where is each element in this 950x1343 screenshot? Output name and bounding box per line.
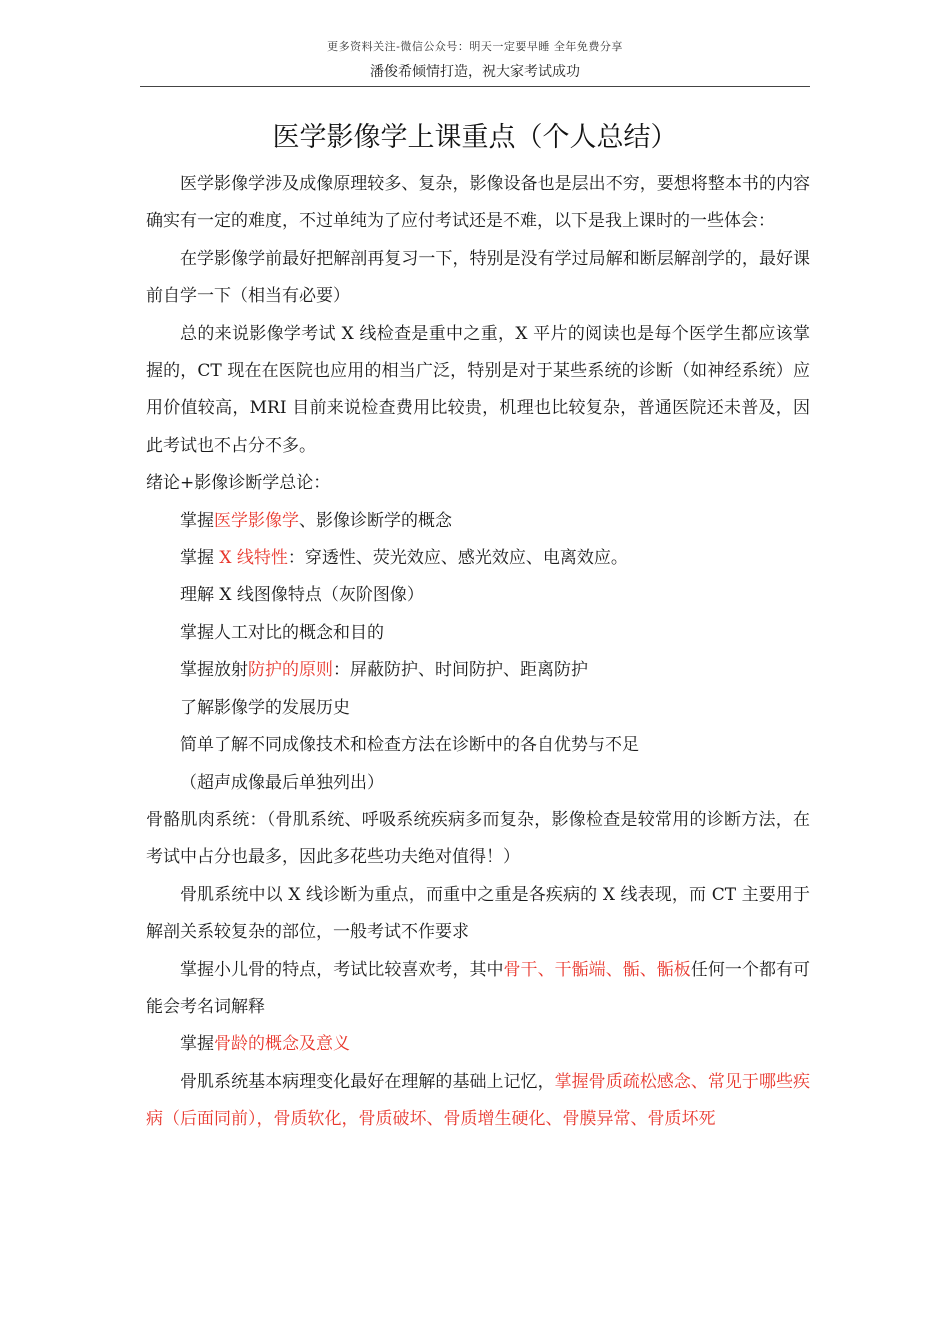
highlight-text: 防护的原则 [248,660,333,681]
highlight-text: 骨龄的概念及意义 [214,1034,350,1055]
paragraph-pathology: 骨肌系统基本病理变化最好在理解的基础上记忆，掌握骨质疏松感念、常见于哪些疾病（后面同前），骨质软化，骨质破坏、骨质增生硬化、骨膜异常、骨质坏死 [146,1071,811,1130]
list-item: 掌握医学影像学、影像诊断学的概念 [180,510,452,531]
paragraph-intro: 医学影像学涉及成像原理较多、复杂，影像设备也是层出不穷，要想将整本书的内容确实有一定的难度，不过单纯为了应付考试还是不难，以下是我上课时的一些体会： [146,174,810,232]
list-item: 理解 X 线图像特点（灰阶图像） [180,585,424,606]
list-item: 掌握放射防护的原则：屏蔽防护、时间防护、距离防护 [180,660,588,681]
list-item: 掌握 X 线特性：穿透性、荧光效应、感光效应、电离效应。 [180,548,628,569]
list-item: 简单了解不同成像技术和检查方法在诊断中的各自优势与不足 [180,735,639,756]
paragraph-bone-age: 掌握骨龄的概念及意义 [180,1034,350,1055]
paragraph-anatomy: 在学影像学前最好把解剖再复习一下，特别是没有学过局解和断层解剖学的，最好课前自学一下（相当有必要） [146,248,810,307]
document-title: 医学影像学上课重点（个人总结） [272,122,678,153]
document-body [146,166,810,1139]
header-promo-line: 更多资料关注-微信公众号：明天一定要早睡 全年免费分享 [327,40,623,53]
page-header [140,38,810,84]
paragraph-child-bone: 掌握小儿骨的特点，考试比较喜欢考，其中骨干、干骺端、骺、骺板任何一个都有可能会考名词解释 [146,959,811,1017]
highlight-text: X 线特性 [219,548,288,569]
highlight-text: 掌握骨质疏松感念、常见于哪些疾病（后面同前），骨质软化，骨质破坏、骨质增生硬化、骨膜异常、骨质坏死 [146,1071,811,1130]
section-heading-musculoskeletal: 骨骼肌肉系统：（骨肌系统、呼吸系统疾病多而复杂，影像检查是较常用的诊断方法，在考试中占分也最多，因此多花些功夫绝对值得！） [146,809,810,868]
header-divider [140,86,810,87]
list-item: 了解影像学的发展历史 [180,697,350,718]
list-item: （超声成像最后单独列出） [180,772,384,793]
highlight-text: 骨干、干骺端、骺、骺板 [503,959,691,980]
paragraph-xray-focus: 骨肌系统中以 X 线诊断为重点，而重中之重是各疾病的 X 线表现，而 CT 主要用于解剖关系较复杂的部位，一般考试不作要求 [146,884,810,943]
section-heading-introduction: 绪论+影像诊断学总论： [146,473,331,494]
list-item: 掌握人工对比的概念和目的 [180,622,384,643]
paragraph-overview: 总的来说影像学考试 X 线检查是重中之重，X 平片的阅读也是每个医学生都应该掌握的，CT 现在在医院也应用的相当广泛，特别是对于某些系统的诊断（如神经系统）应用价值较高，MRI 目前来说检查费用比较贵，机理也比较复杂，普通医院还未普及，因此考试也不占分不多。 [146,323,810,456]
highlight-text: 医学影像学 [214,510,299,531]
header-author-line: 潘俊希倾情打造，祝大家考试成功 [370,64,580,80]
